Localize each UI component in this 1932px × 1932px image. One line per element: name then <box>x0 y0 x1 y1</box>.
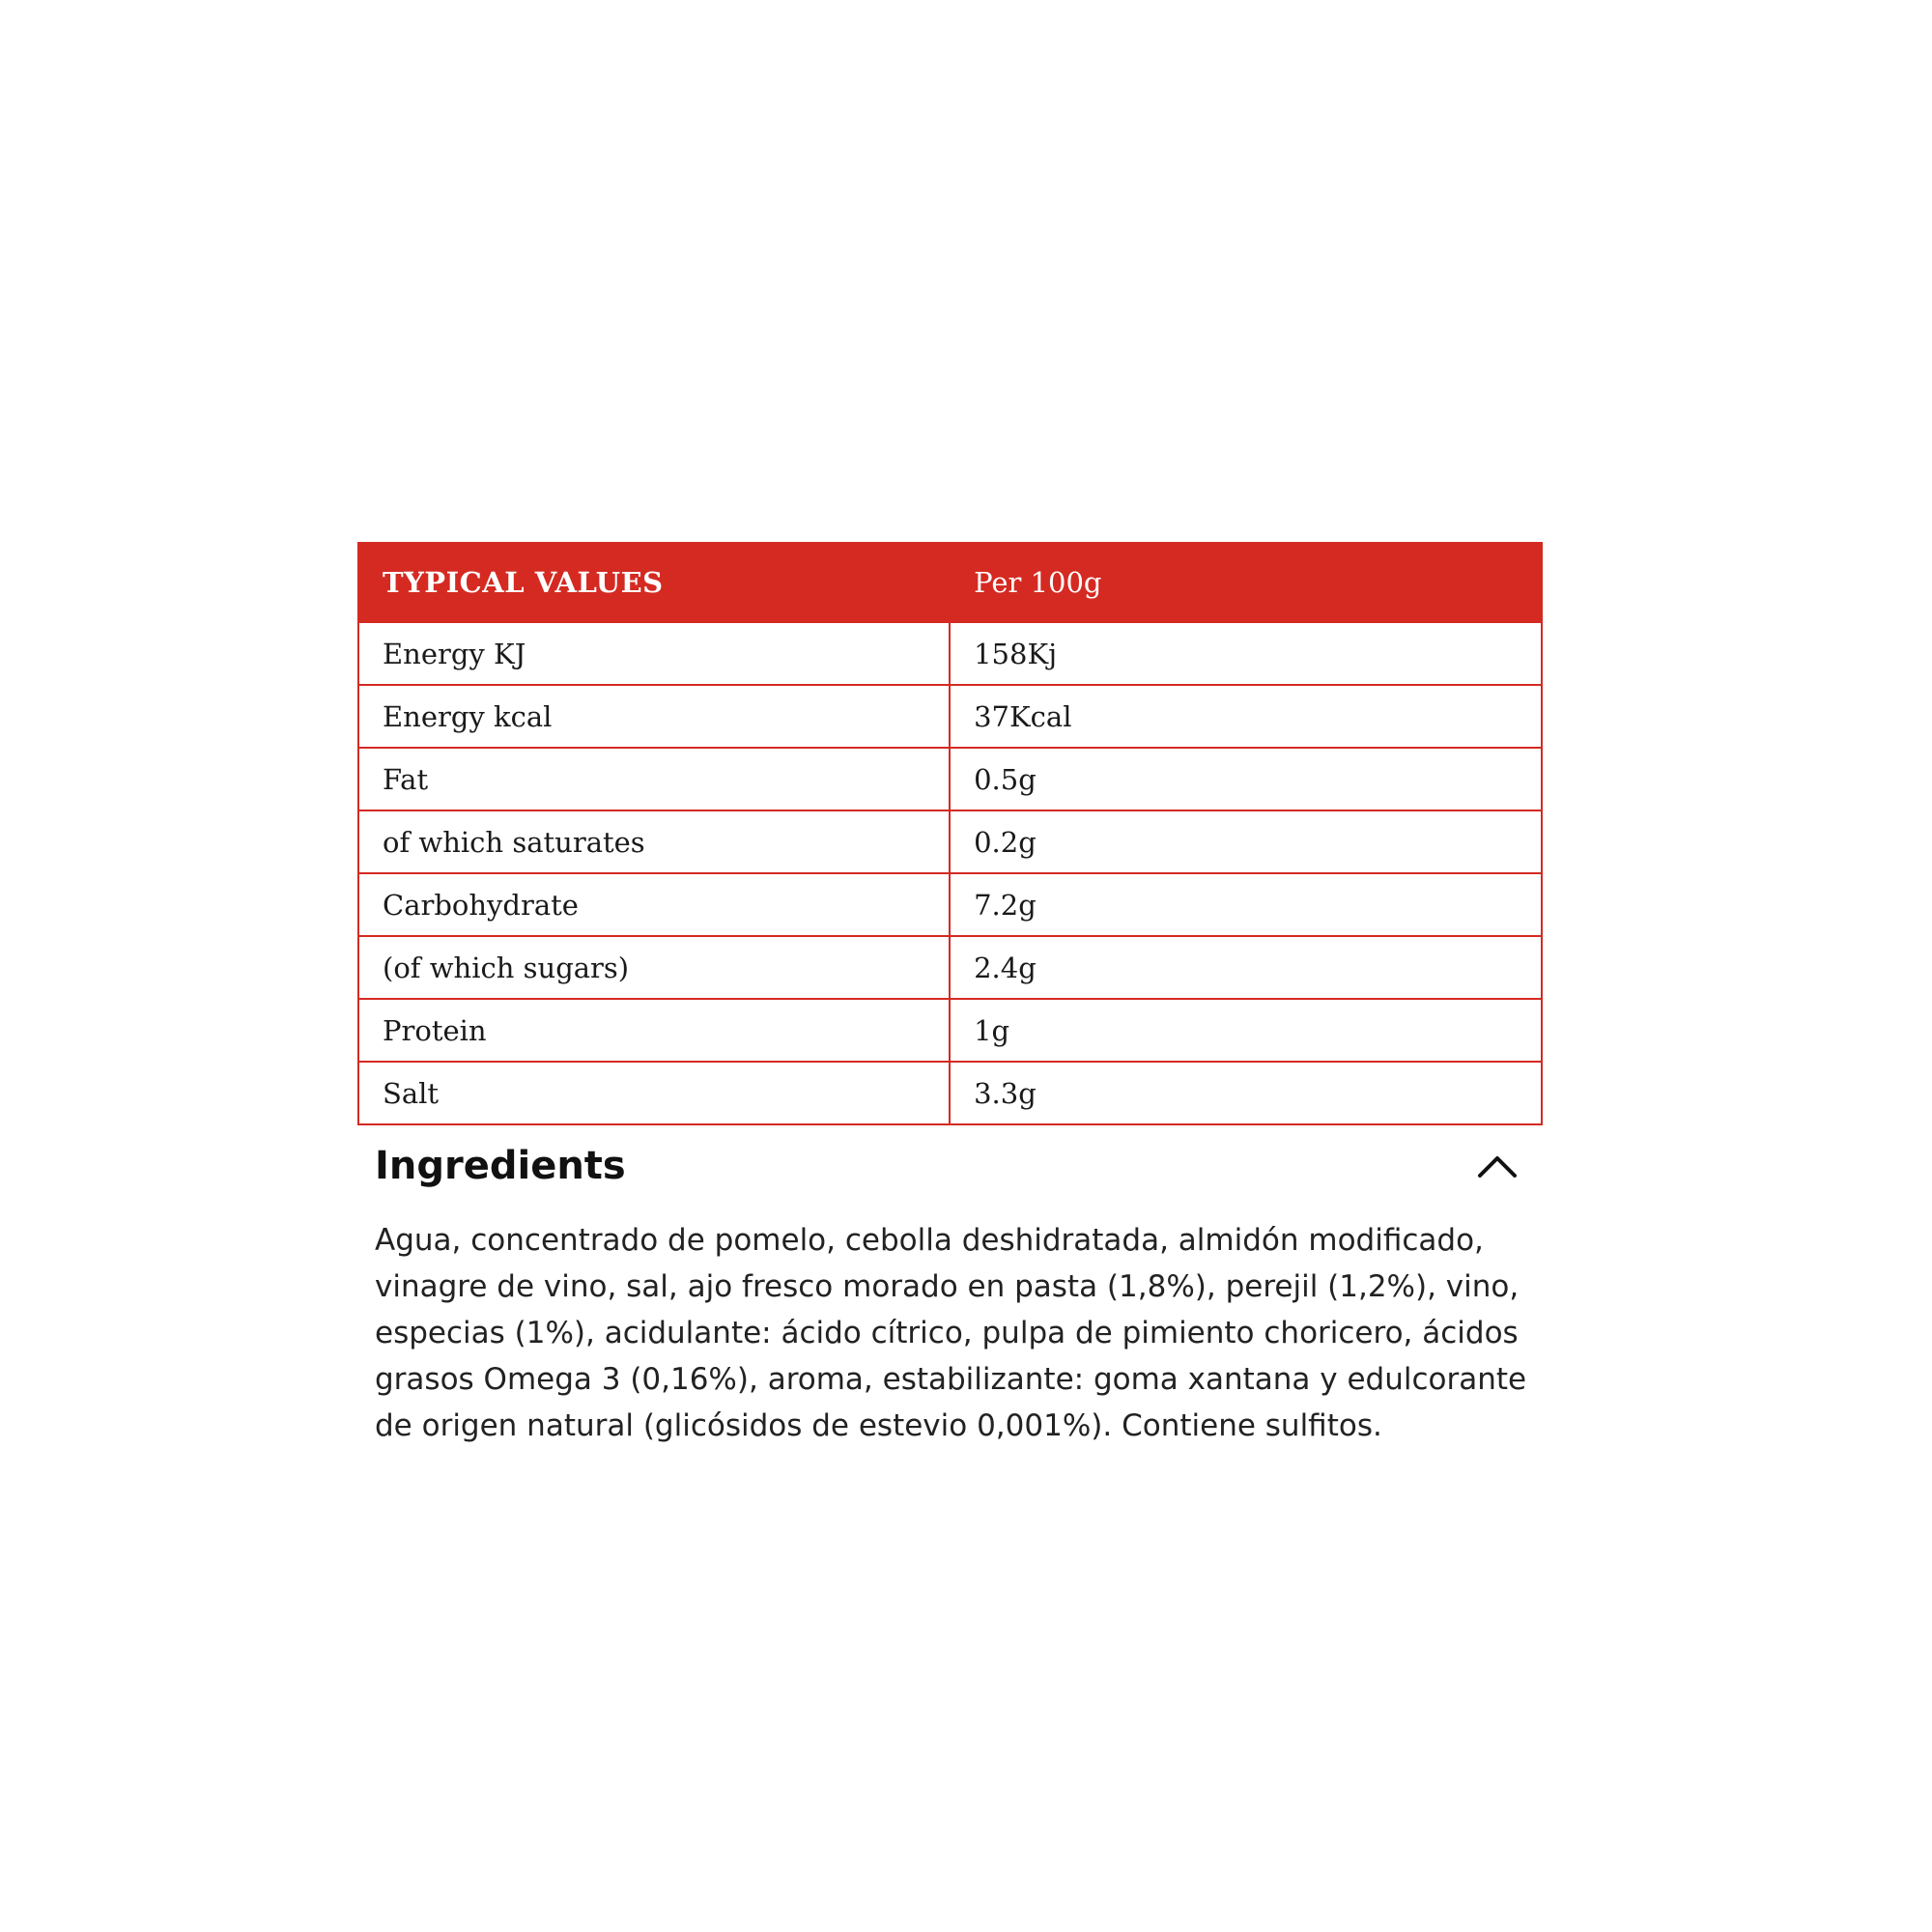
nutrient-value: 37Kcal <box>950 685 1542 748</box>
nutrient-name: (of which sugars) <box>358 936 950 999</box>
header-typical-values: TYPICAL VALUES <box>358 543 950 622</box>
table-row <box>358 1062 1542 1124</box>
chevron-up-icon <box>1476 1152 1519 1179</box>
nutrient-name: Protein <box>358 999 950 1062</box>
header-per-100g: Per 100g <box>950 543 1542 622</box>
table-row <box>358 999 1542 1062</box>
nutrient-name: Fat <box>358 748 950 810</box>
nutrient-value: 158Kj <box>950 622 1542 685</box>
nutrient-value: 7.2g <box>950 873 1542 936</box>
ingredients-section-header[interactable] <box>375 1132 1524 1200</box>
nutrient-name: of which saturates <box>358 810 950 873</box>
nutrient-value: 0.5g <box>950 748 1542 810</box>
table-row <box>358 748 1542 810</box>
ingredients-title: Ingredients <box>375 1144 626 1188</box>
nutrient-value: 2.4g <box>950 936 1542 999</box>
nutrient-value: 0.2g <box>950 810 1542 873</box>
table-row <box>358 685 1542 748</box>
nutrient-value: 1g <box>950 999 1542 1062</box>
table-row <box>358 810 1542 873</box>
nutrient-name: Energy kcal <box>358 685 950 748</box>
nutrient-name: Energy KJ <box>358 622 950 685</box>
nutrient-value: 3.3g <box>950 1062 1542 1124</box>
nutrient-name: Carbohydrate <box>358 873 950 936</box>
nutrition-header-row <box>358 543 1542 622</box>
table-row <box>358 622 1542 685</box>
table-row <box>358 936 1542 999</box>
collapse-ingredients-button[interactable] <box>1470 1139 1524 1193</box>
nutrition-table <box>357 542 1543 1125</box>
ingredients-text: Agua, concentrado de pomelo, cebolla deshidratada, almidón modificado, vinagre de vino, sal, ajo fresco morado en pasta (1,8%), perejil (1,2%), vino, especias (1%), acidulante: ácido cítrico, pulpa de pimiento choricero, ácidos grasos Omega 3 (0,16%), aroma, estabilizante: goma xantana y edulcorante de origen natural (glicósidos de estevio 0,001%). Contiene sulfitos. <box>375 1223 1527 1443</box>
nutrient-name: Salt <box>358 1062 950 1124</box>
table-row <box>358 873 1542 936</box>
